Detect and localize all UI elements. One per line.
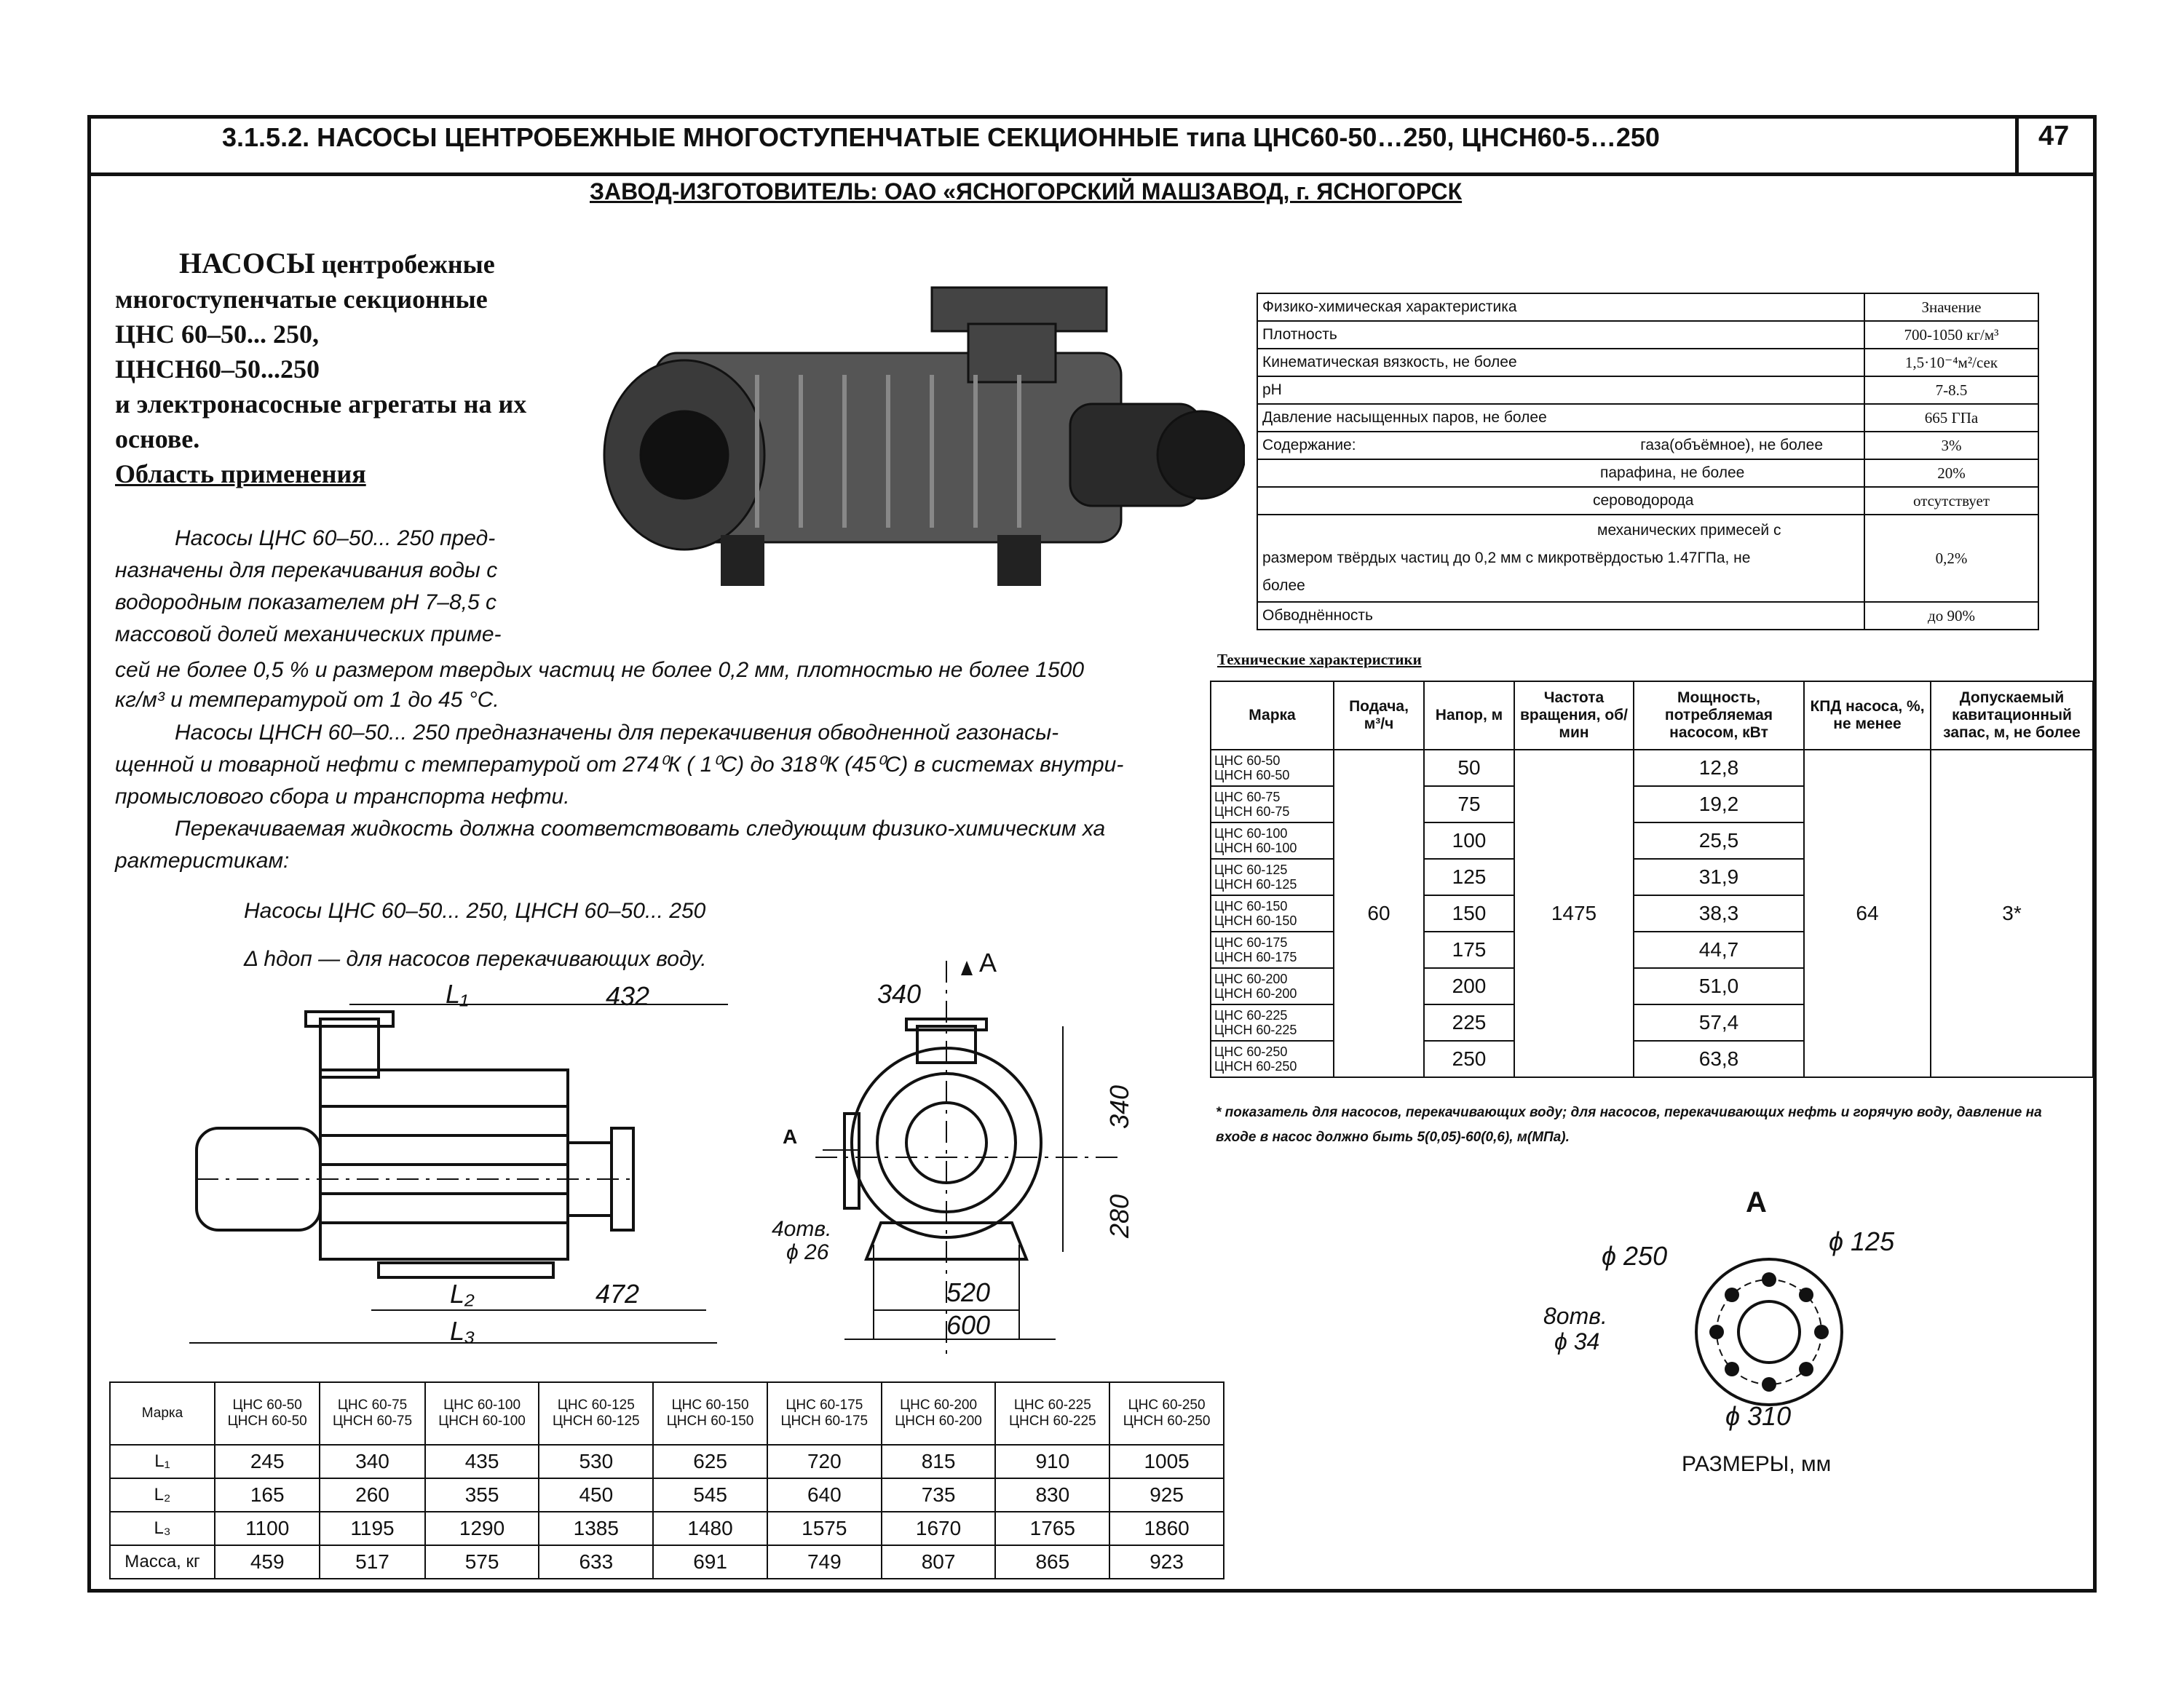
para-1-line-6: кг/м³ и температурой от 1 до 45 °С.: [115, 688, 499, 712]
physchem-paraffin: парафина, не более: [1257, 459, 1864, 487]
para-1-line-2: назначены для перекачивания воды с: [115, 558, 498, 582]
para-1-line-3: водородным показателем pH 7–8,5 с: [115, 590, 497, 614]
para-1-line-5: сей не более 0,5 % и размером твердых частиц не более 0,2 мм, плотностью не более 1500: [115, 658, 1085, 682]
intro-line-3: ЦНС 60–50... 250,: [115, 320, 320, 349]
physchem-viscosity: Кинематическая вязкость, не более: [1257, 349, 1864, 376]
tech-head-value: 100: [1424, 822, 1514, 859]
side-view-drawing: [175, 975, 779, 1361]
dims-head-model: ЦНС 60-175 ЦНСН 60-175: [767, 1382, 882, 1445]
flange-hole-d34: ϕ 34: [1554, 1328, 1600, 1355]
tech-power-value: 44,7: [1634, 932, 1804, 968]
dims-head-model: ЦНС 60-50 ЦНСН 60-50: [215, 1382, 320, 1445]
tech-model-a: ЦНС 60-250: [1214, 1044, 1288, 1059]
dim-472: 472: [596, 1279, 640, 1309]
physchem-mech-1: механических примесей с: [1597, 522, 1781, 539]
tech-model-b: ЦНСН 60-225: [1214, 1023, 1297, 1037]
dims-head-model: ЦНС 60-225 ЦНСН 60-225: [995, 1382, 1109, 1445]
tech-power-value: 57,4: [1634, 1004, 1804, 1041]
hole-diameter: ϕ 26: [786, 1240, 829, 1264]
physchem-mech-value: 0,2%: [1864, 515, 2038, 602]
physchem-head-param: Физико-химическая характеристика: [1257, 293, 1864, 321]
tech-flow: 60: [1334, 750, 1424, 1077]
dim-L3: L₃: [450, 1316, 475, 1346]
tech-head-freq: Частота вращения, об/мин: [1514, 681, 1634, 750]
pump-photo: [590, 258, 1245, 619]
tech-model-a: ЦНС 60-50: [1214, 753, 1281, 768]
dim-432: 432: [606, 981, 650, 1011]
dim-L1: L₁: [446, 979, 469, 1009]
dims-head-mark: Марка: [110, 1382, 215, 1445]
intro-line-1: центробежные: [314, 250, 495, 279]
tech-head-value: 225: [1424, 1004, 1514, 1041]
tech-eff: 64: [1804, 750, 1931, 1077]
dim-L2: L₂: [450, 1279, 475, 1309]
physchem-paraffin-value: 20%: [1864, 459, 2038, 487]
tech-footnote-line-2: входе в насос должно быть 5(0,05)-60(0,6), м(МПа).: [1216, 1130, 1570, 1145]
tech-table: [1210, 681, 2094, 1078]
units-note: РАЗМЕРЫ, мм: [1682, 1452, 1832, 1476]
tech-model-b: ЦНСН 60-250: [1214, 1059, 1297, 1074]
tech-head-value: 50: [1424, 750, 1514, 786]
physchem-mech-2: размером твёрдых частиц до 0,2 мм с микротвёрдостью 1.47ГПа, не: [1262, 550, 1751, 566]
physchem-ph-value: 7-8.5: [1864, 376, 2038, 404]
table-row: L₂ 165 260 355 450 545 640 735 830 925: [110, 1478, 1224, 1512]
physchem-content: Содержание:: [1262, 437, 1356, 453]
dim-600: 600: [946, 1310, 991, 1340]
dim-280: 280: [1104, 1194, 1135, 1239]
section-arrow-icon: [961, 961, 973, 975]
physchem-h2s: сероводорода: [1257, 487, 1864, 515]
tech-model-b: ЦНСН 60-100: [1214, 841, 1297, 855]
para-3-line-2: рактеристикам:: [115, 849, 290, 873]
holes-count: 4отв.: [772, 1217, 832, 1241]
tech-head-value: 150: [1424, 895, 1514, 932]
physchem-gas-value: 3%: [1864, 432, 2038, 459]
para-2-line-1: Насосы ЦНСН 60–50... 250 предназначены для перекачивения обводненной газонасы-: [175, 721, 1059, 745]
dims-head-model: ЦНС 60-125 ЦНСН 60-125: [539, 1382, 653, 1445]
tech-head-power: Мощность, потребляемая насосом, кВт: [1634, 681, 1804, 750]
physchem-water: Обводнённость: [1257, 602, 1864, 630]
flange-holes: 8отв.: [1543, 1303, 1607, 1329]
tech-power-value: 38,3: [1634, 895, 1804, 932]
tech-footnote-line-1: * показатель для насосов, перекачивающих воду; для насосов, перекачивающих нефть и горячую воду, давление на: [1216, 1105, 2042, 1120]
intro-block: [115, 246, 588, 456]
para-2-line-3: промыслового сбора и транспорта нефти.: [115, 785, 570, 809]
tech-model-b: ЦНСН 60-200: [1214, 986, 1297, 1001]
dims-head-model: ЦНС 60-150 ЦНСН 60-150: [653, 1382, 767, 1445]
tech-model-b: ЦНСН 60-125: [1214, 877, 1297, 892]
tech-model-a: ЦНС 60-100: [1214, 826, 1288, 841]
tech-head-cav: Допускаемый кавитационный запас, м, не более: [1931, 681, 2093, 750]
dims-head-model: ЦНС 60-250 ЦНСН 60-250: [1109, 1382, 1224, 1445]
tech-footnote: [1216, 1101, 2089, 1150]
table-row: L₃ 1100 1195 1290 1385 1480 1575 1670 1765 1860: [110, 1512, 1224, 1545]
tech-model-a: ЦНС 60-75: [1214, 790, 1281, 804]
para-5: Δ hдоп — для насосов перекачивающих воду.: [244, 947, 707, 971]
physchem-mech-3: более: [1262, 577, 1305, 594]
tech-head-value: 200: [1424, 968, 1514, 1004]
tech-power-value: 31,9: [1634, 859, 1804, 895]
tech-head-value: 125: [1424, 859, 1514, 895]
tech-head-value: 175: [1424, 932, 1514, 968]
tech-model-b: ЦНСН 60-50: [1214, 768, 1290, 782]
intro-line-2: многоступенчатые секционные: [115, 285, 488, 314]
tech-model-a: ЦНС 60-150: [1214, 899, 1288, 913]
tech-model-a: ЦНС 60-225: [1214, 1008, 1288, 1023]
physchem-viscosity-value: 1,5·10⁻⁴м²/сек: [1864, 349, 2038, 376]
para-2-line-2: щенной и товарной нефти с температурой от 274⁰К ( 1⁰С) до 318⁰К (45⁰С) в системах внутри-: [115, 753, 1124, 777]
physchem-density: Плотность: [1257, 321, 1864, 349]
page-title: 3.1.5.2. НАСОСЫ ЦЕНТРОБЕЖНЫЕ МНОГОСТУПЕНЧАТЫЕ СЕКЦИОННЫЕ типа ЦНС60-50…250, ЦНСН60-5…250: [222, 122, 1660, 152]
intro-line-6: основе.: [115, 424, 200, 453]
physchem-vapor-value: 665 ГПа: [1864, 404, 2038, 432]
flange-d310: ϕ 310: [1725, 1401, 1792, 1431]
tech-head-value: 250: [1424, 1041, 1514, 1077]
tech-model-b: ЦНСН 60-150: [1214, 913, 1297, 928]
tech-model-a: ЦНС 60-175: [1214, 935, 1288, 950]
para-3-line-1: Перекачиваемая жидкость должна соответствовать следующим физико-химическим ха: [175, 817, 1106, 841]
tech-caption: Технические характеристики: [1217, 651, 1422, 668]
tech-cav: 3*: [1931, 750, 2093, 1077]
tech-head-flow: Подача, м³/ч: [1334, 681, 1424, 750]
physchem-water-value: до 90%: [1864, 602, 2038, 630]
manufacturer-line: ЗАВОД-ИЗГОТОВИТЕЛЬ: ОАО «ЯСНОГОРСКИЙ МАШЗАВОД, г. ЯСНОГОРСК: [590, 178, 1463, 205]
physchem-h2s-value: отсутствует: [1864, 487, 2038, 515]
dimensions-table: [109, 1381, 1224, 1579]
tech-head-mark: Марка: [1211, 681, 1334, 750]
page-number: 47: [2038, 121, 2070, 151]
tech-power-value: 19,2: [1634, 786, 1804, 822]
para-4: Насосы ЦНС 60–50... 250, ЦНСН 60–50... 250: [244, 899, 706, 923]
intro-line-4: ЦНСН60–50...250: [115, 354, 320, 384]
tech-power-value: 25,5: [1634, 822, 1804, 859]
tech-head-value: 75: [1424, 786, 1514, 822]
para-1-line-4: массовой долей механических приме-: [115, 622, 502, 646]
tech-model-b: ЦНСН 60-175: [1214, 950, 1297, 964]
table-row: L₁ 245 340 435 530 625 720 815 910 1005: [110, 1445, 1224, 1478]
tech-head-eff: КПД насоса, %, не менее: [1804, 681, 1931, 750]
physchem-head-value: Значение: [1864, 293, 2038, 321]
physchem-ph: pH: [1257, 376, 1864, 404]
physchem-vapor: Давление насыщенных паров, не более: [1257, 404, 1864, 432]
dim-340-top: 340: [877, 979, 922, 1009]
tech-model-a: ЦНС 60-125: [1214, 863, 1288, 877]
tech-power-value: 63,8: [1634, 1041, 1804, 1077]
intro-line-5: и электронасосные агрегаты на их: [115, 389, 527, 419]
table-row: Масса, кг 459 517 575 633 691 749 807 865 923: [110, 1545, 1224, 1579]
tech-power-value: 51,0: [1634, 968, 1804, 1004]
header-divider: [87, 173, 2097, 176]
dims-head-model: ЦНС 60-100 ЦНСН 60-100: [425, 1382, 539, 1445]
section-label-top: A: [979, 948, 997, 978]
dims-head-model: ЦНС 60-75 ЦНСН 60-75: [320, 1382, 424, 1445]
intro-lead: НАСОСЫ: [179, 247, 315, 279]
para-1-line-1: Насосы ЦНС 60–50... 250 пред-: [175, 526, 496, 550]
dim-340-side: 340: [1104, 1085, 1135, 1130]
tech-model-b: ЦНСН 60-75: [1214, 804, 1290, 819]
flange-d250: ϕ 250: [1602, 1241, 1668, 1271]
tech-power-value: 12,8: [1634, 750, 1804, 786]
flange-drawing: [1674, 1237, 1864, 1427]
physchem-gas: газа(объёмное), не более: [1640, 437, 1823, 453]
area-heading: Область применения: [115, 459, 366, 488]
table-row: [1211, 750, 2093, 786]
physchem-table: [1257, 293, 2039, 630]
dim-520: 520: [946, 1277, 991, 1307]
flange-d125: ϕ 125: [1829, 1226, 1895, 1256]
physchem-density-value: 700-1050 кг/м³: [1864, 321, 2038, 349]
tech-head-head: Напор, м: [1424, 681, 1514, 750]
flange-view-title: A: [1746, 1186, 1767, 1218]
tech-model-a: ЦНС 60-200: [1214, 972, 1288, 986]
tech-freq: 1475: [1514, 750, 1634, 1077]
dims-head-model: ЦНС 60-200 ЦНСН 60-200: [882, 1382, 996, 1445]
section-label-side: A: [783, 1125, 798, 1148]
page-number-divider: [2015, 115, 2019, 173]
